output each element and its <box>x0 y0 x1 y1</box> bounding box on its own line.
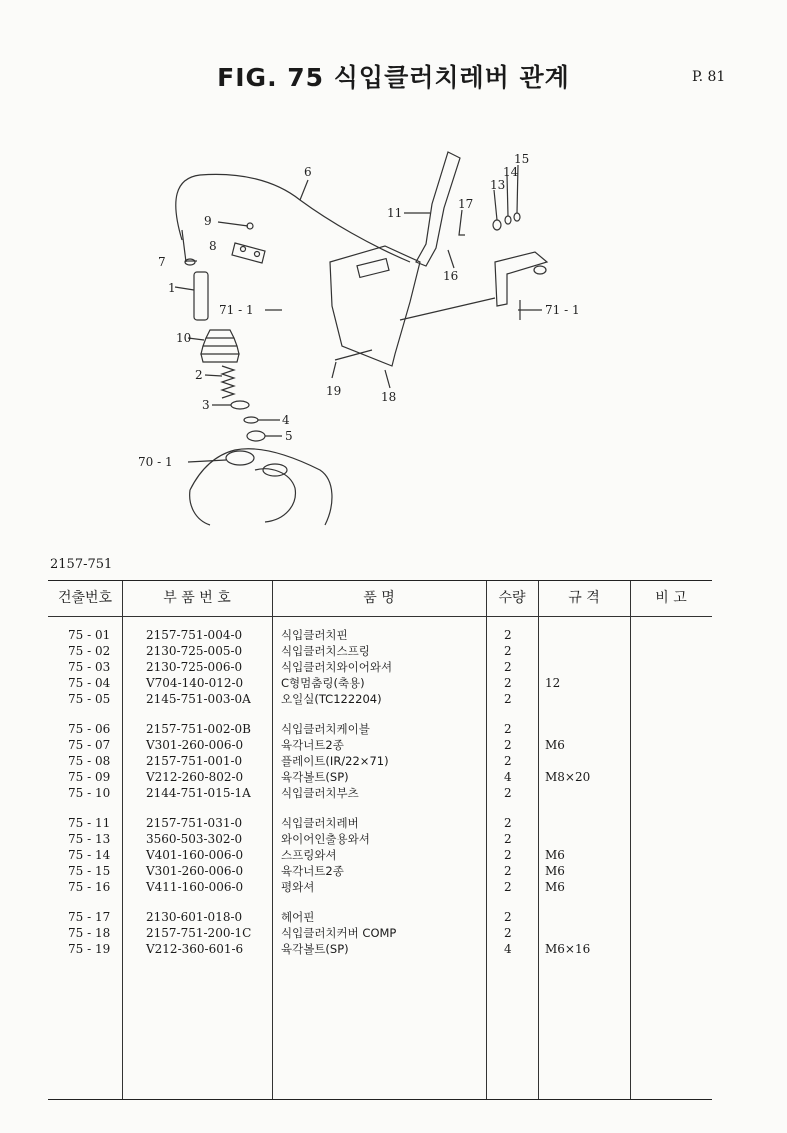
table-row <box>48 815 712 831</box>
part-name: 헤어핀 <box>281 910 315 924</box>
item-number: 75 - 10 <box>68 786 111 800</box>
part-number: 3560-503-302-0 <box>146 832 243 846</box>
part-number: 2145-751-003-0A <box>146 692 251 706</box>
spec: M8×20 <box>545 770 591 784</box>
item-number: 75 - 03 <box>68 660 111 674</box>
part-number: 2130-725-005-0 <box>146 644 243 658</box>
boot-drawing <box>201 330 239 362</box>
table-row <box>48 627 712 643</box>
svg-text:19: 19 <box>326 384 342 398</box>
item-number: 75 - 19 <box>68 942 111 956</box>
table-row <box>48 721 712 737</box>
part-name: 오일실(TC122204) <box>281 692 382 706</box>
spec: M6 <box>545 864 565 878</box>
pin-drawing <box>194 272 208 320</box>
item-number: 75 - 05 <box>68 692 111 706</box>
table-row <box>48 863 712 879</box>
svg-text:18: 18 <box>381 390 397 404</box>
quantity: 2 <box>504 926 512 940</box>
svg-text:11: 11 <box>387 206 403 220</box>
svg-text:9: 9 <box>204 214 212 228</box>
part-name: 스프링와셔 <box>281 848 337 862</box>
model-code: 2157-751 <box>50 557 113 572</box>
quantity: 2 <box>504 644 512 658</box>
part-name: 식입클러치와이어와셔 <box>281 660 393 674</box>
svg-text:15: 15 <box>514 152 530 166</box>
spec: M6 <box>545 848 565 862</box>
table-row <box>48 675 712 691</box>
part-number: V401-160-006-0 <box>146 848 244 862</box>
svg-text:3: 3 <box>202 398 210 412</box>
part-number: 2157-751-004-0 <box>146 628 243 642</box>
table-row <box>48 753 712 769</box>
table-row <box>48 659 712 675</box>
quantity: 2 <box>504 692 512 706</box>
svg-text:1: 1 <box>168 281 176 295</box>
quantity: 4 <box>504 942 512 956</box>
spring-drawing <box>222 366 234 398</box>
spec: M6×16 <box>545 942 591 956</box>
table-row <box>48 879 712 895</box>
part-number: 2130-725-006-0 <box>146 660 243 674</box>
quantity: 2 <box>504 660 512 674</box>
svg-text:71 - 1: 71 - 1 <box>545 303 580 317</box>
quantity: 2 <box>504 910 512 924</box>
page-number: P. 81 <box>692 69 726 85</box>
header-spec: 규 격 <box>568 590 600 606</box>
part-name: 식입클러치스프링 <box>281 644 370 658</box>
svg-text:71 - 1: 71 - 1 <box>219 303 254 317</box>
part-name: 평와셔 <box>281 880 315 894</box>
svg-text:16: 16 <box>443 269 459 283</box>
table-row <box>48 691 712 707</box>
part-number: 2157-751-031-0 <box>146 816 243 830</box>
part-number: V411-160-006-0 <box>146 880 244 894</box>
table-row <box>48 941 712 957</box>
part-number: 2157-751-002-0B <box>146 722 251 736</box>
table-row <box>48 737 712 753</box>
washer-drawing <box>231 401 249 409</box>
item-number: 75 - 13 <box>68 832 111 846</box>
svg-text:7: 7 <box>158 255 166 269</box>
item-number: 75 - 18 <box>68 926 111 940</box>
spec: M6 <box>545 880 565 894</box>
quantity: 2 <box>504 738 512 752</box>
item-number: 75 - 17 <box>68 910 111 924</box>
quantity: 2 <box>504 676 512 690</box>
item-number: 75 - 16 <box>68 880 111 894</box>
svg-text:14: 14 <box>503 165 519 179</box>
exploded-parts-diagram <box>120 145 600 540</box>
item-number: 75 - 08 <box>68 754 111 768</box>
part-name: 와이어인출용와셔 <box>281 832 370 846</box>
header-no: 건출번호 <box>57 590 113 606</box>
quantity: 2 <box>504 880 512 894</box>
svg-text:4: 4 <box>282 413 290 427</box>
svg-text:2: 2 <box>195 368 203 382</box>
quantity: 2 <box>504 628 512 642</box>
callout-label: 6 <box>304 165 312 179</box>
spec: M6 <box>545 738 565 752</box>
part-number: 2144-751-015-1A <box>146 786 251 800</box>
quantity: 2 <box>504 832 512 846</box>
svg-text:8: 8 <box>209 239 217 253</box>
table-row <box>48 925 712 941</box>
table-row <box>48 769 712 785</box>
part-number: V301-260-006-0 <box>146 738 244 752</box>
lever-drawing <box>416 152 460 266</box>
part-name: 플레이트(IR/22×71) <box>281 754 389 768</box>
item-number: 75 - 01 <box>68 628 111 642</box>
quantity: 4 <box>504 770 512 784</box>
part-name: 식입클러치커버 COMP <box>281 926 397 940</box>
table-row <box>48 785 712 801</box>
part-number: V212-260-802-0 <box>146 770 244 784</box>
item-number: 75 - 09 <box>68 770 111 784</box>
part-name: 식입클러치부츠 <box>281 786 359 800</box>
plate-drawing <box>232 243 265 263</box>
part-name: 육각너트2종 <box>281 864 344 878</box>
part-number: V212-360-601-6 <box>146 942 244 956</box>
quantity: 2 <box>504 786 512 800</box>
item-number: 75 - 07 <box>68 738 111 752</box>
header-note: 비 고 <box>655 590 687 606</box>
quantity: 2 <box>504 816 512 830</box>
header-part-number: 부 품 번 호 <box>163 590 231 606</box>
cover-drawing <box>330 246 420 366</box>
part-number: V704-140-012-0 <box>146 676 244 690</box>
part-name: 육각너트2종 <box>281 738 344 752</box>
housing-drawing <box>190 449 332 525</box>
svg-text:5: 5 <box>285 429 293 443</box>
quantity: 2 <box>504 722 512 736</box>
figure-title: FIG. 75 식입클러치레버 관계 <box>217 63 570 92</box>
svg-text:13: 13 <box>490 178 506 192</box>
item-number: 75 - 15 <box>68 864 111 878</box>
part-number: 2157-751-200-1C <box>146 926 252 940</box>
part-name: 육각볼트(SP) <box>281 770 349 784</box>
item-number: 75 - 06 <box>68 722 111 736</box>
table-row <box>48 831 712 847</box>
svg-text:17: 17 <box>458 197 474 211</box>
bracket-drawing <box>495 252 547 306</box>
header-part-name: 품 명 <box>363 590 395 606</box>
spec: 12 <box>545 676 561 690</box>
part-name: 식입클러치레버 <box>281 816 359 830</box>
part-name: 식입클러치핀 <box>281 628 348 642</box>
table-row <box>48 847 712 863</box>
svg-text:70 - 1: 70 - 1 <box>138 455 173 469</box>
item-number: 75 - 14 <box>68 848 111 862</box>
item-number: 75 - 04 <box>68 676 111 690</box>
quantity: 2 <box>504 754 512 768</box>
diagram-callouts <box>138 152 580 469</box>
table-row <box>48 643 712 659</box>
item-number: 75 - 02 <box>68 644 111 658</box>
part-name: 육각볼트(SP) <box>281 942 349 956</box>
table-row <box>48 909 712 925</box>
header-quantity: 수량 <box>498 590 526 606</box>
parts-table <box>48 580 712 1100</box>
svg-text:10: 10 <box>176 331 192 345</box>
part-number: V301-260-006-0 <box>146 864 244 878</box>
part-name: 식입클러치케이블 <box>281 722 370 736</box>
quantity: 2 <box>504 864 512 878</box>
quantity: 2 <box>504 848 512 862</box>
part-name: C형멈춤링(축용) <box>281 676 365 690</box>
part-number: 2130-601-018-0 <box>146 910 243 924</box>
item-number: 75 - 11 <box>68 816 111 830</box>
part-number: 2157-751-001-0 <box>146 754 243 768</box>
